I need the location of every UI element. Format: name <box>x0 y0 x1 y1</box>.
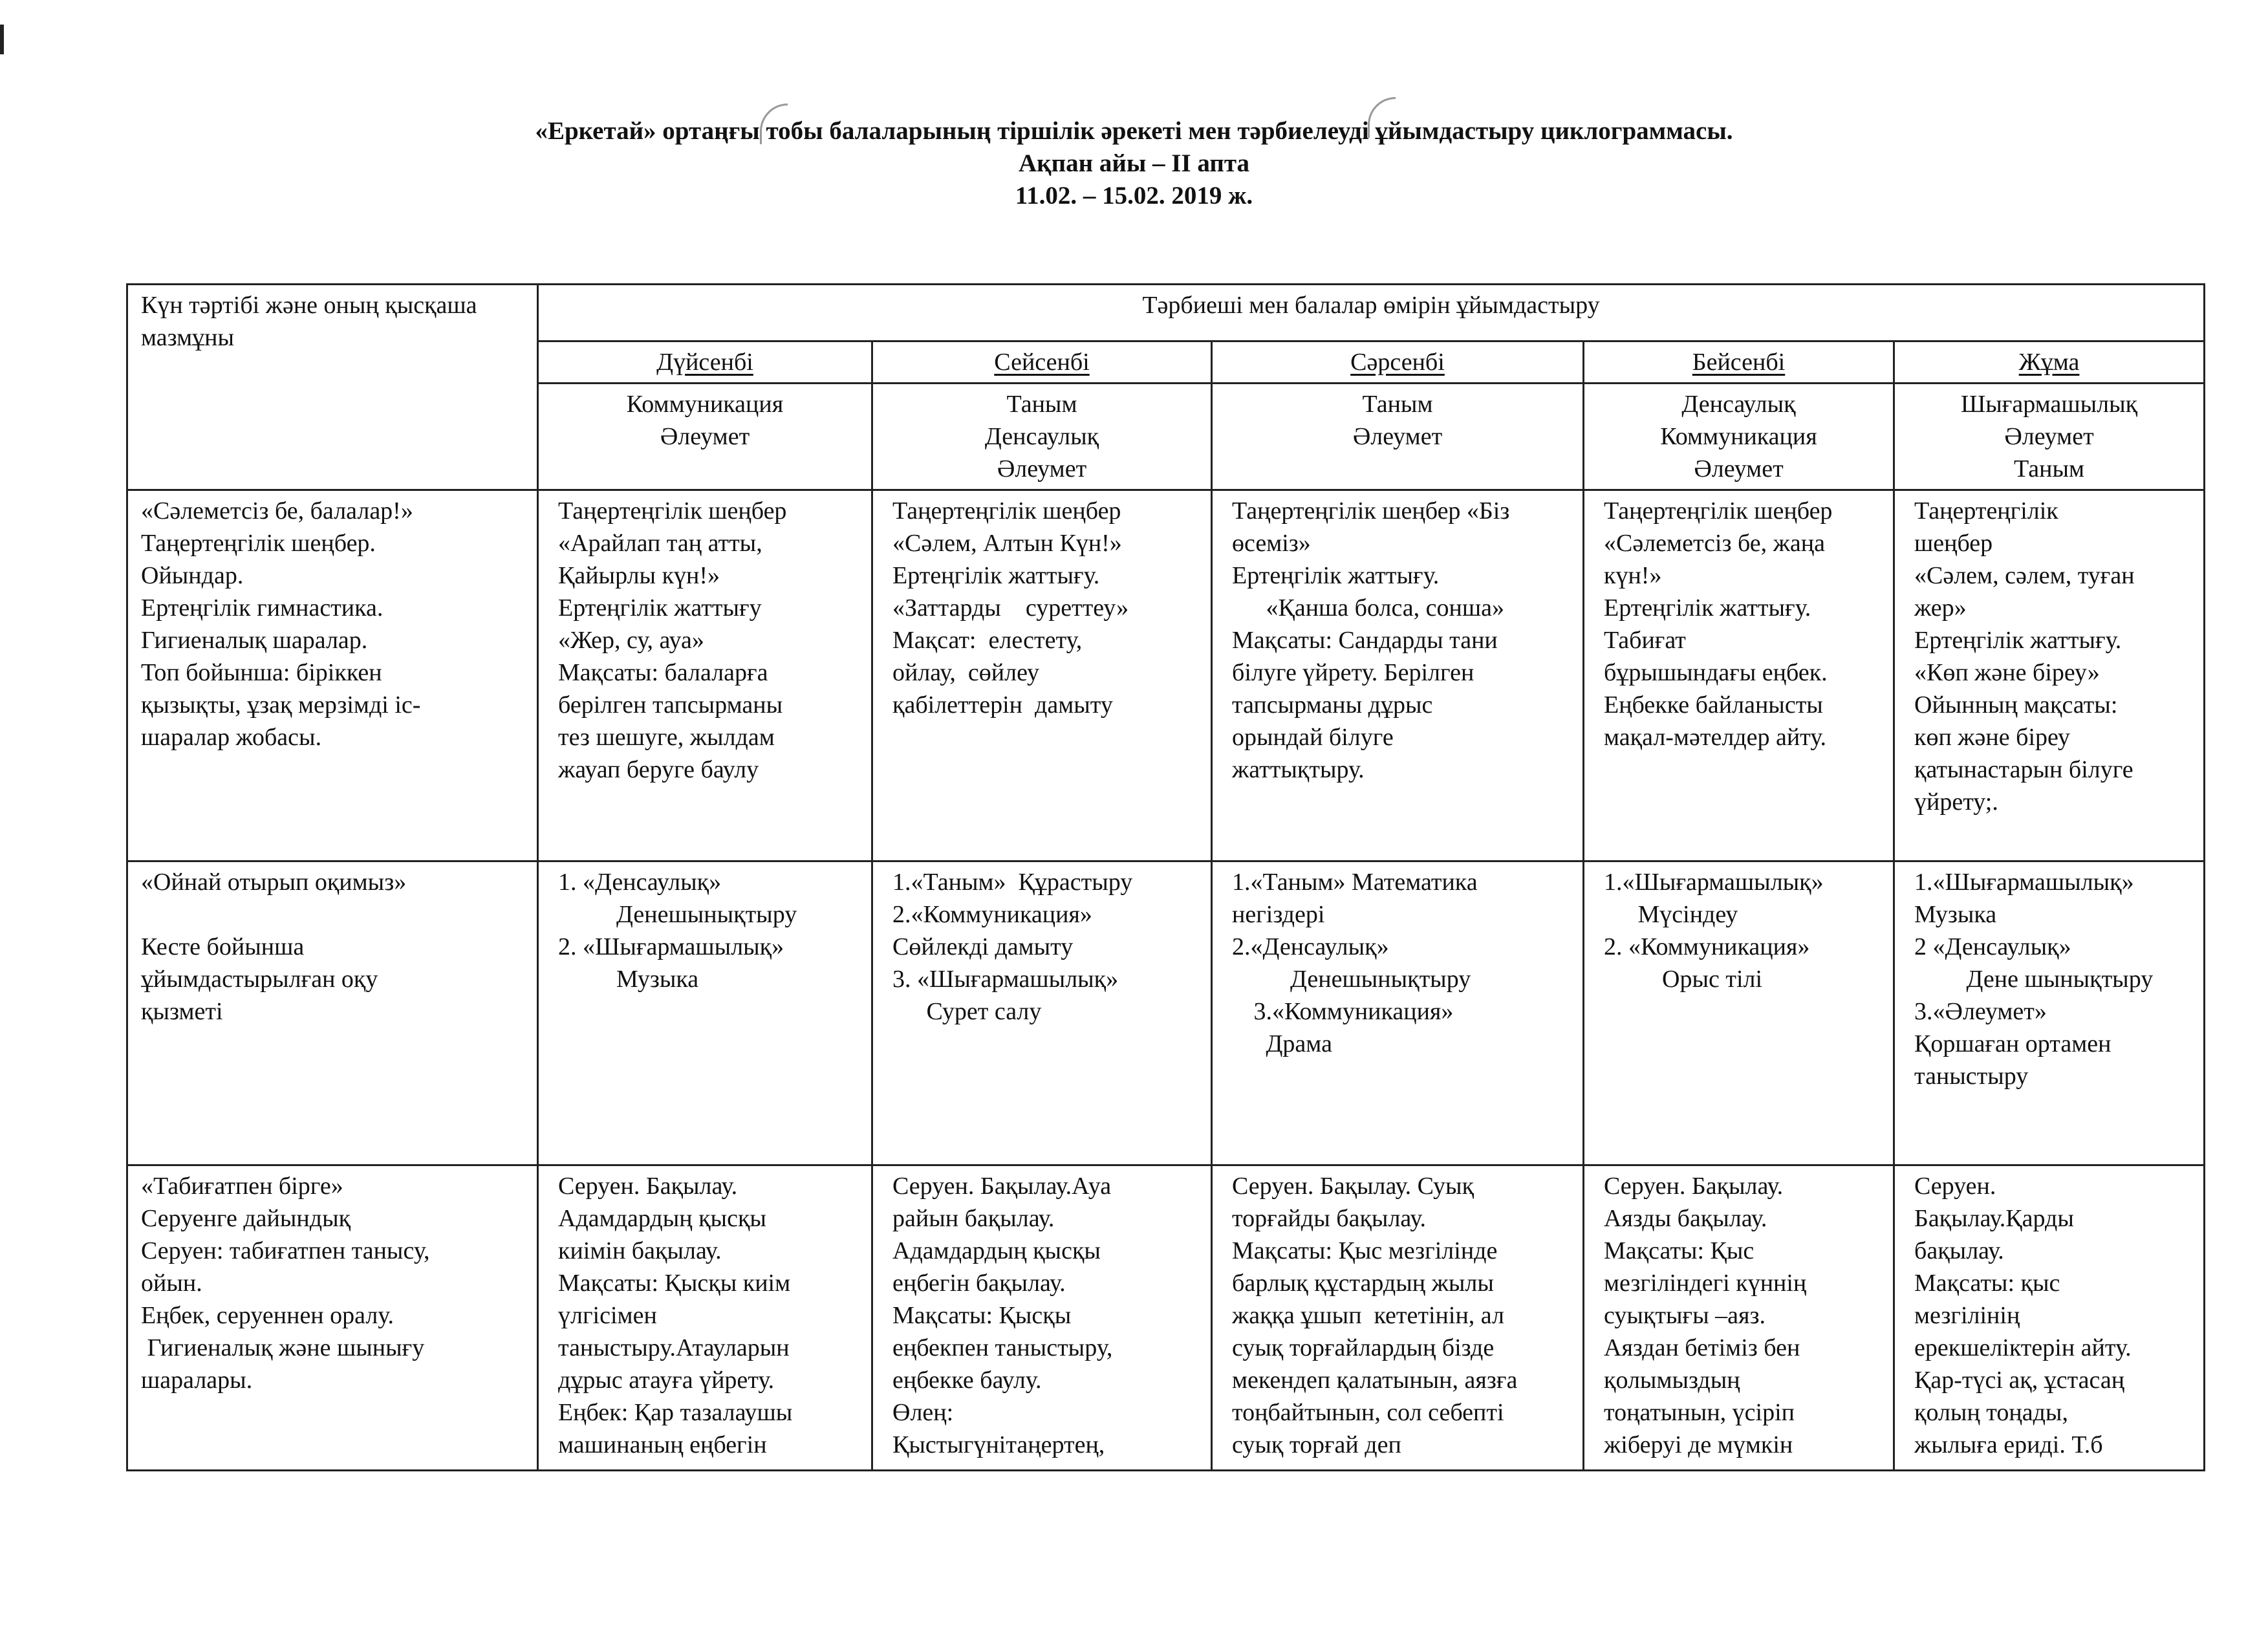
day-cell-monday: Серуен. Бақылау. Адамдардың қысқы киімін бақылау. Мақсаты: Қысқы киім үлгісімен таныстыру.Атауларын дұрыс атауға үйрету. Еңбек: Қар тазалаушы машинаның еңбегін <box>538 1165 872 1471</box>
corner-header: Күн тәртібі және оның қысқаша мазмұны <box>127 285 538 490</box>
day-cell-friday: 1.«Шығармашылық» Музыка 2 «Денсаулық» Дене шынықтыру 3.«Әлеумет» Қоршаған ортамен таныстыру <box>1894 861 2205 1165</box>
cyclogram-table <box>126 283 2205 1471</box>
day-cell-friday: Таңертеңгілік шеңбер «Сәлем, сәлем, туған жер» Ертеңгілік жаттығу. «Көп және біреу» Ойынның мақсаты: көп және біреу қатынастарын білуге үйрету;. <box>1894 490 2205 861</box>
day-cell-monday: Таңертеңгілік шеңбер «Арайлап таң атты, Қайырлы күн!» Ертеңгілік жаттығу «Жер, су, ауа» Мақсаты: балаларға берілген тапсырманы тез шешуге, жылдам жауап беруге баулу <box>538 490 872 861</box>
day-thursday: Бейсенбі <box>1584 341 1894 384</box>
areas-cell: Таным Денсаулық Әлеумет <box>872 384 1212 490</box>
table-row <box>127 861 2205 1165</box>
table-row <box>127 1165 2205 1471</box>
day-monday: Дүйсенбі <box>538 341 872 384</box>
day-cell-tuesday: Серуен. Бақылау.Ауа райын бақылау. Адамдардың қысқы еңбегін бақылау. Мақсаты: Қысқы еңбекпен таныстыру, еңбекке баулу. Өлең: Қыстыгүнітаңертең, <box>872 1165 1212 1471</box>
routine-cell: «Табиғатпен бірге» Серуенге дайындық Серуен: табиғатпен танысу, ойын. Еңбек, серуеннен оралу. Гигиеналық және шынығу шаралары. <box>127 1165 538 1471</box>
day-cell-wednesday: Таңертеңгілік шеңбер «Біз өсеміз» Ертеңгілік жаттығу. «Қанша болса, сонша» Мақсаты: Сандарды тани білуге үйрету. Берілген тапсырманы дұрыс орындай білуге жаттықтыру. <box>1212 490 1584 861</box>
day-cell-thursday: Серуен. Бақылау. Аязды бақылау. Мақсаты: Қыс мезгіліндегі күннің суықтығы –аяз. Аяздан бетіміз бен қолымыздың тоңатынын, үсіріп жіберуі де мүмкін <box>1584 1165 1894 1471</box>
areas-cell: Таным Әлеумет <box>1212 384 1584 490</box>
day-wednesday: Сәрсенбі <box>1212 341 1584 384</box>
day-cell-monday: 1. «Денсаулық» Денешынықтыру 2. «Шығармашылық» Музыка <box>538 861 872 1165</box>
day-friday: Жұма <box>1894 341 2205 384</box>
day-cell-friday: Серуен. Бақылау.Қарды бақылау. Мақсаты: қыс мезгілінің ерекшеліктерін айту. Қар-түсі ақ, ұстасаң қолың тоңады, жылыға ериді. Т.б <box>1894 1165 2205 1471</box>
document-title <box>0 115 2268 212</box>
title-line-1: «Еркетай» ортаңғы тобы балаларының тіршілік әрекеті мен тәрбиелеуді ұйымдастыру циклограммасы. <box>535 117 1733 145</box>
title-line-3: 11.02. – 15.02. 2019 ж. <box>1015 182 1253 210</box>
day-cell-thursday: 1.«Шығармашылық» Мүсіндеу 2. «Коммуникация» Орыс тілі <box>1584 861 1894 1165</box>
routine-cell: «Сәлеметсіз бе, балалар!» Таңертеңгілік шеңбер. Ойындар. Ертеңгілік гимнастика. Гигиеналық шаралар. Топ бойынша: біріккен қызықты, ұзақ мерзімді іс- шаралар жобасы. <box>127 490 538 861</box>
group-header: Тәрбиеші мен балалар өмірін ұйымдастыру <box>538 285 2205 341</box>
day-cell-thursday: Таңертеңгілік шеңбер «Сәлеметсіз бе, жаңа күн!» Ертеңгілік жаттығу. Табиғат бұрышындағы еңбек. Еңбекке байланысты мақал-мәтелдер айту. <box>1584 490 1894 861</box>
table-row <box>127 490 2205 861</box>
areas-cell: Коммуникация Әлеумет <box>538 384 872 490</box>
day-cell-wednesday: 1.«Таным» Математика негіздері 2.«Денсаулық» Денешынықтыру 3.«Коммуникация» Драма <box>1212 861 1584 1165</box>
areas-cell: Шығармашылық Әлеумет Таным <box>1894 384 2205 490</box>
day-tuesday: Сейсенбі <box>872 341 1212 384</box>
routine-cell: «Ойнай отырып оқимыз» Кесте бойынша ұйымдастырылған оқу қызметі <box>127 861 538 1165</box>
scan-edge-mark <box>0 25 4 54</box>
title-line-2: Ақпан айы – ІІ апта <box>1019 149 1249 177</box>
areas-cell: Денсаулық Коммуникация Әлеумет <box>1584 384 1894 490</box>
day-cell-tuesday: 1.«Таным» Құрастыру 2.«Коммуникация» Сөйлекді дамыту 3. «Шығармашылық» Сурет салу <box>872 861 1212 1165</box>
day-cell-tuesday: Таңертеңгілік шеңбер «Сәлем, Алтын Күн!» Ертеңгілік жаттығу. «Заттарды суреттеу» Мақсат: елестету, ойлау, сөйлеу қабілеттерін дамыту <box>872 490 1212 861</box>
day-cell-wednesday: Серуен. Бақылау. Суық торғайды бақылау. Мақсаты: Қыс мезгілінде барлық құстардың жылы жаққа ұшып кететінін, ал суық торғайлардың бізде мекендеп қалатынын, аязға тоңбайтынын, сол себепті суық торғай деп <box>1212 1165 1584 1471</box>
